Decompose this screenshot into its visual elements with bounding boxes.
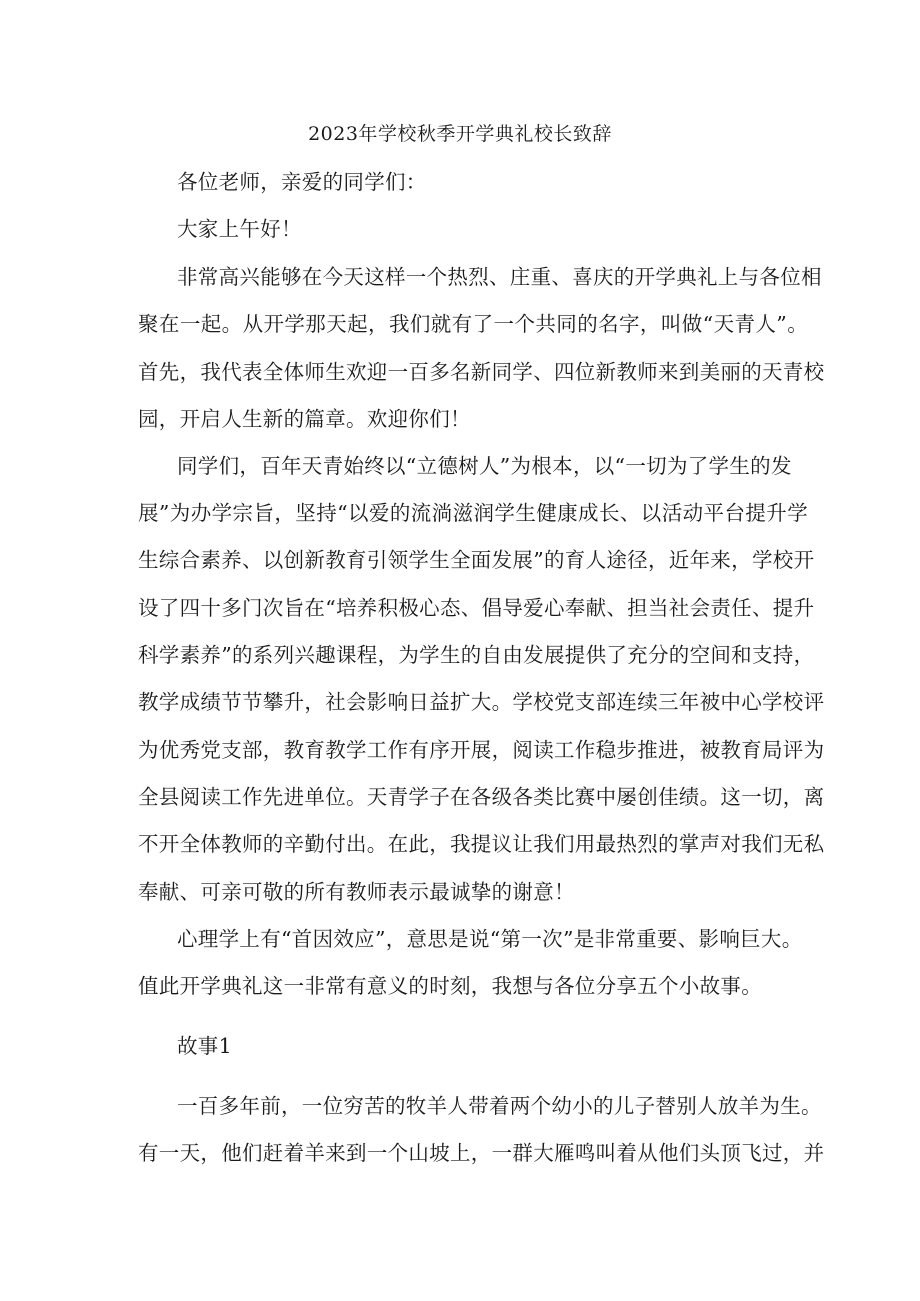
paragraph-line: 全县阅读工作先进单位。天青学子在各级各类比赛中屡创佳绩。这一切，离	[138, 785, 825, 809]
paragraph-line: 同学们，百年天青始终以“立德树人”为根本，以“一切为了学生的发	[177, 454, 792, 478]
paragraph-line: 一百多年前，一位穷苦的牧羊人带着两个幼小的儿子替别人放羊为生。	[177, 1094, 822, 1118]
paragraph-line: 有一天，他们赶着羊来到一个山坡上，一群大雁鸣叫着从他们头顶飞过，并	[138, 1141, 825, 1165]
paragraph-line: 教学成绩节节攀升，社会影响日益扩大。学校党支部连续三年被中心学校评	[138, 690, 825, 714]
document-title: 2023年学校秋季开学典礼校长致辞	[308, 123, 612, 145]
paragraph-line: 设了四十多门次旨在“培养积极心态、倡导爱心奉献、担当社会责任、提升	[138, 596, 815, 620]
paragraph-line: 奉献、可亲可敬的所有教师表示最诚挚的谢意！	[138, 880, 575, 904]
salutation-line: 各位老师，亲爱的同学们：	[177, 170, 427, 194]
paragraph-line: 值此开学典礼这一非常有意义的时刻，我想与各位分享五个小故事。	[138, 974, 762, 998]
paragraph-line: 首先，我代表全体师生欢迎一百多名新同学、四位新教师来到美丽的天青校	[138, 360, 825, 384]
paragraph-line: 不开全体教师的辛勤付出。在此，我提议让我们用最热烈的掌声对我们无私	[138, 832, 825, 856]
paragraph-line: 心理学上有“首因效应”，意思是说“第一次”是非常重要、影响巨大。	[177, 927, 803, 951]
greeting-line: 大家上午好！	[177, 217, 302, 241]
section-heading: 故事1	[177, 1034, 232, 1058]
paragraph-line: 生综合素养、以创新教育引领学生全面发展”的育人途径，近年来，学校开	[138, 548, 815, 572]
paragraph-line: 聚在一起。从开学那天起，我们就有了一个共同的名字，叫做“天青人”。	[138, 312, 808, 336]
paragraph-line: 科学素养”的系列兴趣课程，为学生的自由发展提供了充分的空间和支持，	[138, 643, 815, 667]
paragraph-line: 非常高兴能够在今天这样一个热烈、庄重、喜庆的开学典礼上与各位相	[177, 265, 822, 289]
paragraph-line: 展”为办学宗旨，坚持“以爱的流淌滋润学生健康成长、以活动平台提升学	[138, 501, 808, 525]
paragraph-line: 园，开启人生新的篇章。欢迎你们！	[138, 407, 471, 431]
paragraph-line: 为优秀党支部，教育教学工作有序开展，阅读工作稳步推进，被教育局评为	[138, 738, 825, 762]
